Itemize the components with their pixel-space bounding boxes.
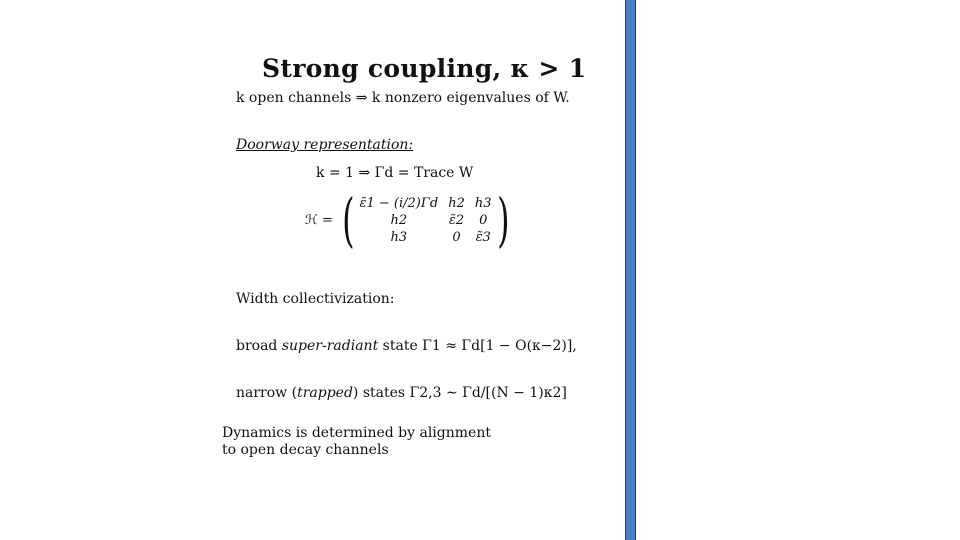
broad-suffix: state Γ1 ≈ Γd[1 − O(κ−2)], bbox=[382, 338, 577, 354]
dynamics-line-1: Dynamics is determined by alignment bbox=[222, 425, 491, 441]
matrix-cell: 0 bbox=[479, 212, 488, 228]
blue-divider-bar bbox=[625, 0, 636, 540]
slide-title: Strong coupling, κ > 1 bbox=[262, 54, 587, 83]
broad-state-line bbox=[236, 338, 577, 354]
matrix-cell: ε̃1 − (i/2)Γd bbox=[359, 195, 439, 211]
broad-prefix: broad bbox=[236, 338, 278, 354]
doorway-heading: Doorway representation: bbox=[236, 137, 414, 153]
matrix-cell: h3 bbox=[474, 195, 492, 211]
narrow-italic: trapped bbox=[297, 385, 353, 401]
matrix-cell: 0 bbox=[452, 229, 461, 245]
hamiltonian-matrix bbox=[305, 186, 514, 254]
matrix-lhs: ℋ = bbox=[305, 212, 333, 228]
dynamics-line-2: to open decay channels bbox=[222, 442, 389, 458]
k-equation: k = 1 ⇒ Γd = Trace W bbox=[316, 165, 474, 181]
matrix-cell: h2 bbox=[390, 212, 408, 228]
matrix-cell: h2 bbox=[448, 195, 465, 211]
right-paren: ) bbox=[496, 186, 510, 254]
matrix-cell: ε̃3 bbox=[475, 229, 491, 245]
narrow-prefix: narrow ( bbox=[236, 385, 298, 401]
matrix-cell: ε̃2 bbox=[448, 212, 465, 228]
channels-statement: k open channels ⇒ k nonzero eigenvalues of W. bbox=[236, 90, 570, 106]
left-paren: ( bbox=[341, 186, 355, 254]
width-collectivization-heading: Width collectivization: bbox=[236, 291, 395, 307]
narrow-state-line bbox=[236, 385, 567, 401]
matrix-grid bbox=[360, 196, 492, 245]
broad-italic: super-radiant bbox=[281, 338, 379, 354]
narrow-suffix: ) states Γ2,3 ∼ Γd/[(N − 1)κ2] bbox=[352, 385, 567, 401]
dynamics-statement bbox=[222, 425, 491, 459]
matrix-cell: h3 bbox=[390, 229, 408, 245]
